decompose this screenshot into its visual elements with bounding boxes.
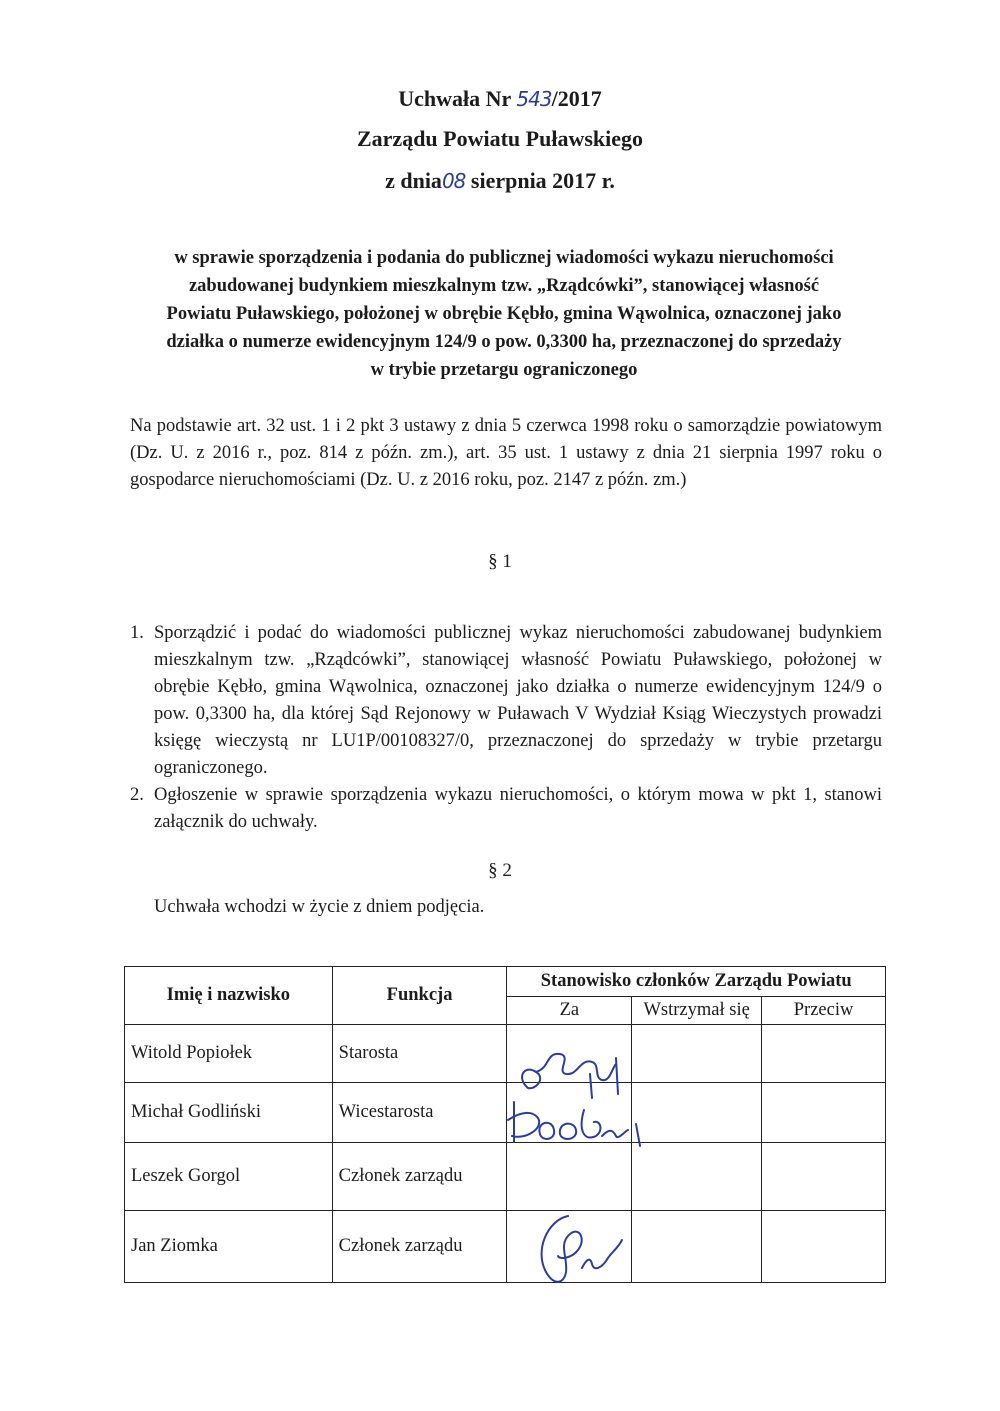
- subject-line: zabudowanej budynkiem mieszkalnym tzw. „Rządcówki”, stanowiącej własność: [188, 276, 820, 296]
- column-header-name: Imię i nazwisko: [125, 967, 333, 1025]
- list-item-number: 2.: [130, 785, 144, 805]
- vote-abstain-cell: [632, 1083, 762, 1143]
- date-suffix: sierpnia 2017 r.: [470, 168, 615, 193]
- resolution-subject: [128, 244, 880, 384]
- table-row: [125, 1211, 886, 1283]
- date-prefix: z dnia: [385, 168, 442, 193]
- resolution-title: [0, 86, 1000, 112]
- list-item: [130, 620, 882, 782]
- signature-michal-godlinski: [500, 1090, 650, 1156]
- column-header-function: Funkcja: [332, 967, 507, 1025]
- member-function: Starosta: [332, 1025, 507, 1083]
- subject-line: w sprawie sporządzenia i podania do publicznej wiadomości wykazu nieruchomości: [174, 248, 834, 268]
- member-name: Michał Godliński: [125, 1083, 333, 1143]
- table-header-row: [125, 967, 886, 997]
- list-item-text: Sporządzić i podać do wiadomości publicznej wykaz nieruchomości zabudowanej budynkiem mieszkalnym tzw. „Rządcówki”, stanowiącej własność Powiatu Puławskiego, położonej w obrębie Kębło, gmina Wąwolnica, oznaczonej jako działka o numerze ewidencyjnym 124/9 o pow. 0,3300 ha, dla której Sąd Rejonowy w Puławach V Wydział Ksiąg Wieczystych prowadzi księgę wieczystą nr LU1P/00108327/0, przeznaczonej do sprzedaży w trybie przetargu ograniczonego.: [154, 623, 882, 778]
- title-year: /2017: [551, 86, 602, 111]
- resolution-date: [0, 168, 1000, 194]
- column-group-header: Stanowisko członków Zarządu Powiatu: [507, 967, 886, 997]
- column-header-abstain: Wstrzymał się: [632, 997, 762, 1025]
- handwritten-date-day: 08: [441, 169, 466, 193]
- title-prefix: Uchwała Nr: [398, 86, 511, 111]
- section-1-heading: § 1: [488, 551, 512, 572]
- signature-jan-ziomka: [528, 1210, 628, 1294]
- subject-line: działka o numerze ewidencyjnym 124/9 o pow. 0,3300 ha, przeznaczonej do sprzedaży: [166, 332, 842, 352]
- list-item: [130, 782, 882, 836]
- member-function: Członek zarządu: [332, 1143, 507, 1211]
- vote-abstain-cell: [632, 1143, 762, 1211]
- list-item-number: 1.: [130, 623, 144, 643]
- member-function: Członek zarządu: [332, 1211, 507, 1283]
- column-header-against: Przeciw: [762, 997, 886, 1025]
- table-row: [125, 1025, 886, 1083]
- vote-abstain-cell: [632, 1211, 762, 1283]
- issuing-authority: Zarządu Powiatu Puławskiego: [356, 126, 644, 151]
- vote-abstain-cell: [632, 1025, 762, 1083]
- member-name: Witold Popiołek: [125, 1025, 333, 1083]
- vote-against-cell: [762, 1211, 886, 1283]
- member-function: Wicestarosta: [332, 1083, 507, 1143]
- section-2-text: Uchwała wchodzi w życie z dniem podjęcia.: [154, 897, 485, 917]
- column-header-for: Za: [507, 997, 632, 1025]
- list-item-text: Ogłoszenie w sprawie sporządzenia wykazu nieruchomości, o którym mowa w pkt 1, stanowi załącznik do uchwały.: [154, 785, 882, 832]
- section-2-heading: § 2: [488, 860, 512, 881]
- handwritten-resolution-number: 543: [516, 87, 552, 111]
- subject-line: w trybie przetargu ograniczonego: [370, 360, 638, 380]
- legal-basis: Na podstawie art. 32 ust. 1 i 2 pkt 3 ustawy z dnia 5 czerwca 1998 roku o samorządzie powiatowym (Dz. U. z 2016 r., poz. 814 z późn. zm.), art. 35 ust. 1 ustawy z dnia 21 sierpnia 1997 roku o gospodarce nieruchomościami (Dz. U. z 2016 roku, poz. 2147 z późn. zm.): [130, 416, 882, 490]
- subject-line: Powiatu Puławskiego, położonej w obrębie Kębło, gmina Wąwolnica, oznaczonej jako: [166, 304, 842, 324]
- vote-against-cell: [762, 1083, 886, 1143]
- member-name: Leszek Gorgol: [125, 1143, 333, 1211]
- vote-against-cell: [762, 1025, 886, 1083]
- member-name: Jan Ziomka: [125, 1211, 333, 1283]
- vote-against-cell: [762, 1143, 886, 1211]
